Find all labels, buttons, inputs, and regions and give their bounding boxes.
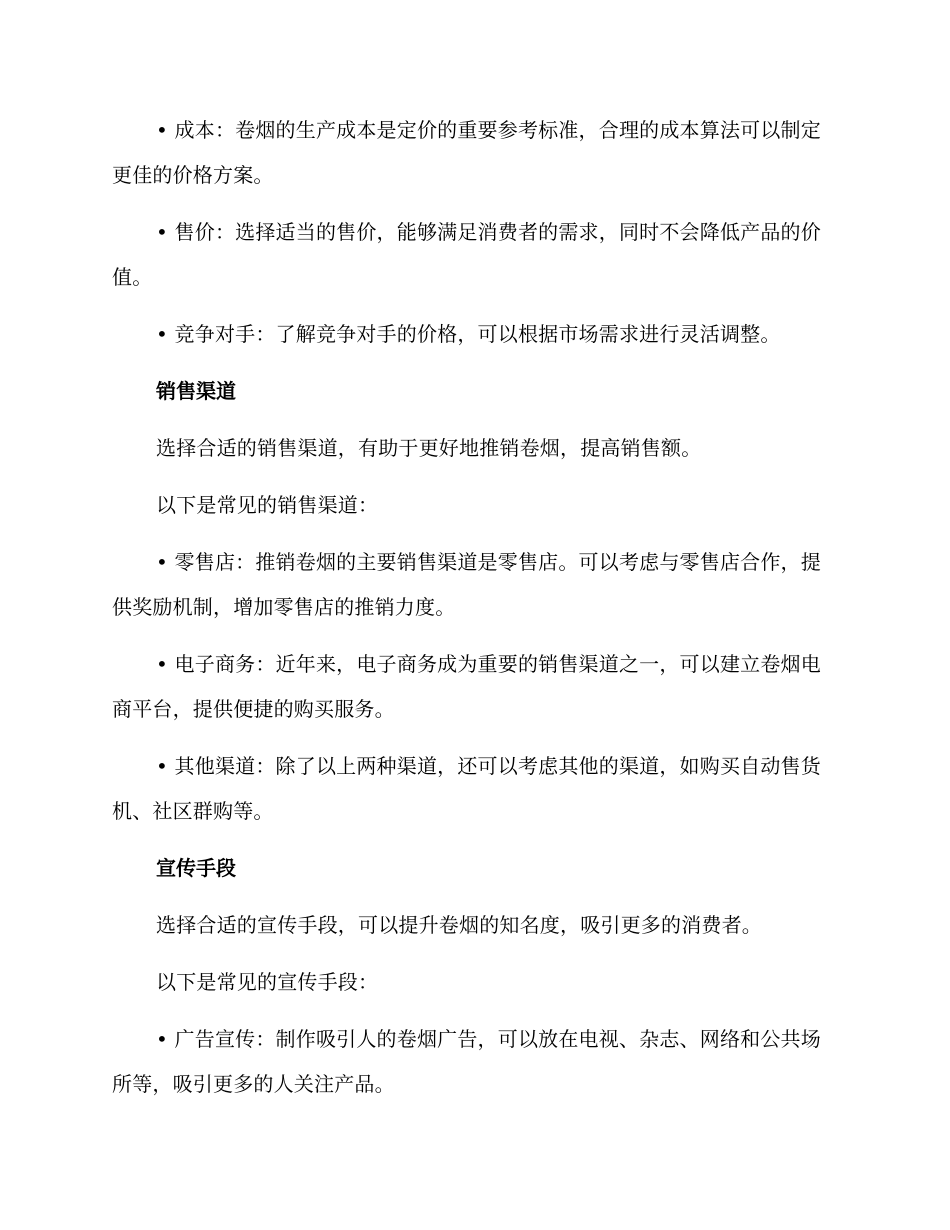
section-heading-promotion: 宣传手段 [156, 856, 236, 880]
paragraph-sales-list-lead: 以下是常见的销售渠道： [156, 493, 379, 517]
section-heading-sales-channels: 销售渠道 [156, 379, 236, 403]
bullet-ecommerce: • 电子商务：近年来，电子商务成为重要的销售渠道之一，可以建立卷烟电商平台，提供便捷的购买服务。 [112, 652, 821, 721]
bullet-cost: • 成本：卷烟的生产成本是定价的重要参考标准，合理的成本算法可以制定更佳的价格方案。 [112, 118, 821, 187]
bullet-advertising: • 广告宣传：制作吸引人的卷烟广告，可以放在电视、杂志、网络和公共场所等，吸引更多的人关注产品。 [112, 1027, 821, 1096]
bullet-other-channels: • 其他渠道：除了以上两种渠道，还可以考虑其他的渠道，如购买自动售货机、社区群购等。 [112, 754, 821, 823]
paragraph-promotion-intro: 选择合适的宣传手段，可以提升卷烟的知名度，吸引更多的消费者。 [156, 913, 762, 937]
document-body [112, 108, 824, 1119]
bullet-competitors: • 竞争对手：了解竞争对手的价格，可以根据市场需求进行灵活调整。 [156, 322, 781, 346]
paragraph-promotion-list-lead: 以下是常见的宣传手段： [156, 970, 379, 994]
bullet-retail-store: • 零售店：推销卷烟的主要销售渠道是零售店。可以考虑与零售店合作，提供奖励机制，增加零售店的推销力度。 [112, 550, 821, 619]
bullet-price: • 售价：选择适当的售价，能够满足消费者的需求，同时不会降低产品的价值。 [112, 220, 821, 289]
paragraph-sales-intro: 选择合适的销售渠道，有助于更好地推销卷烟，提高销售额。 [156, 436, 702, 460]
